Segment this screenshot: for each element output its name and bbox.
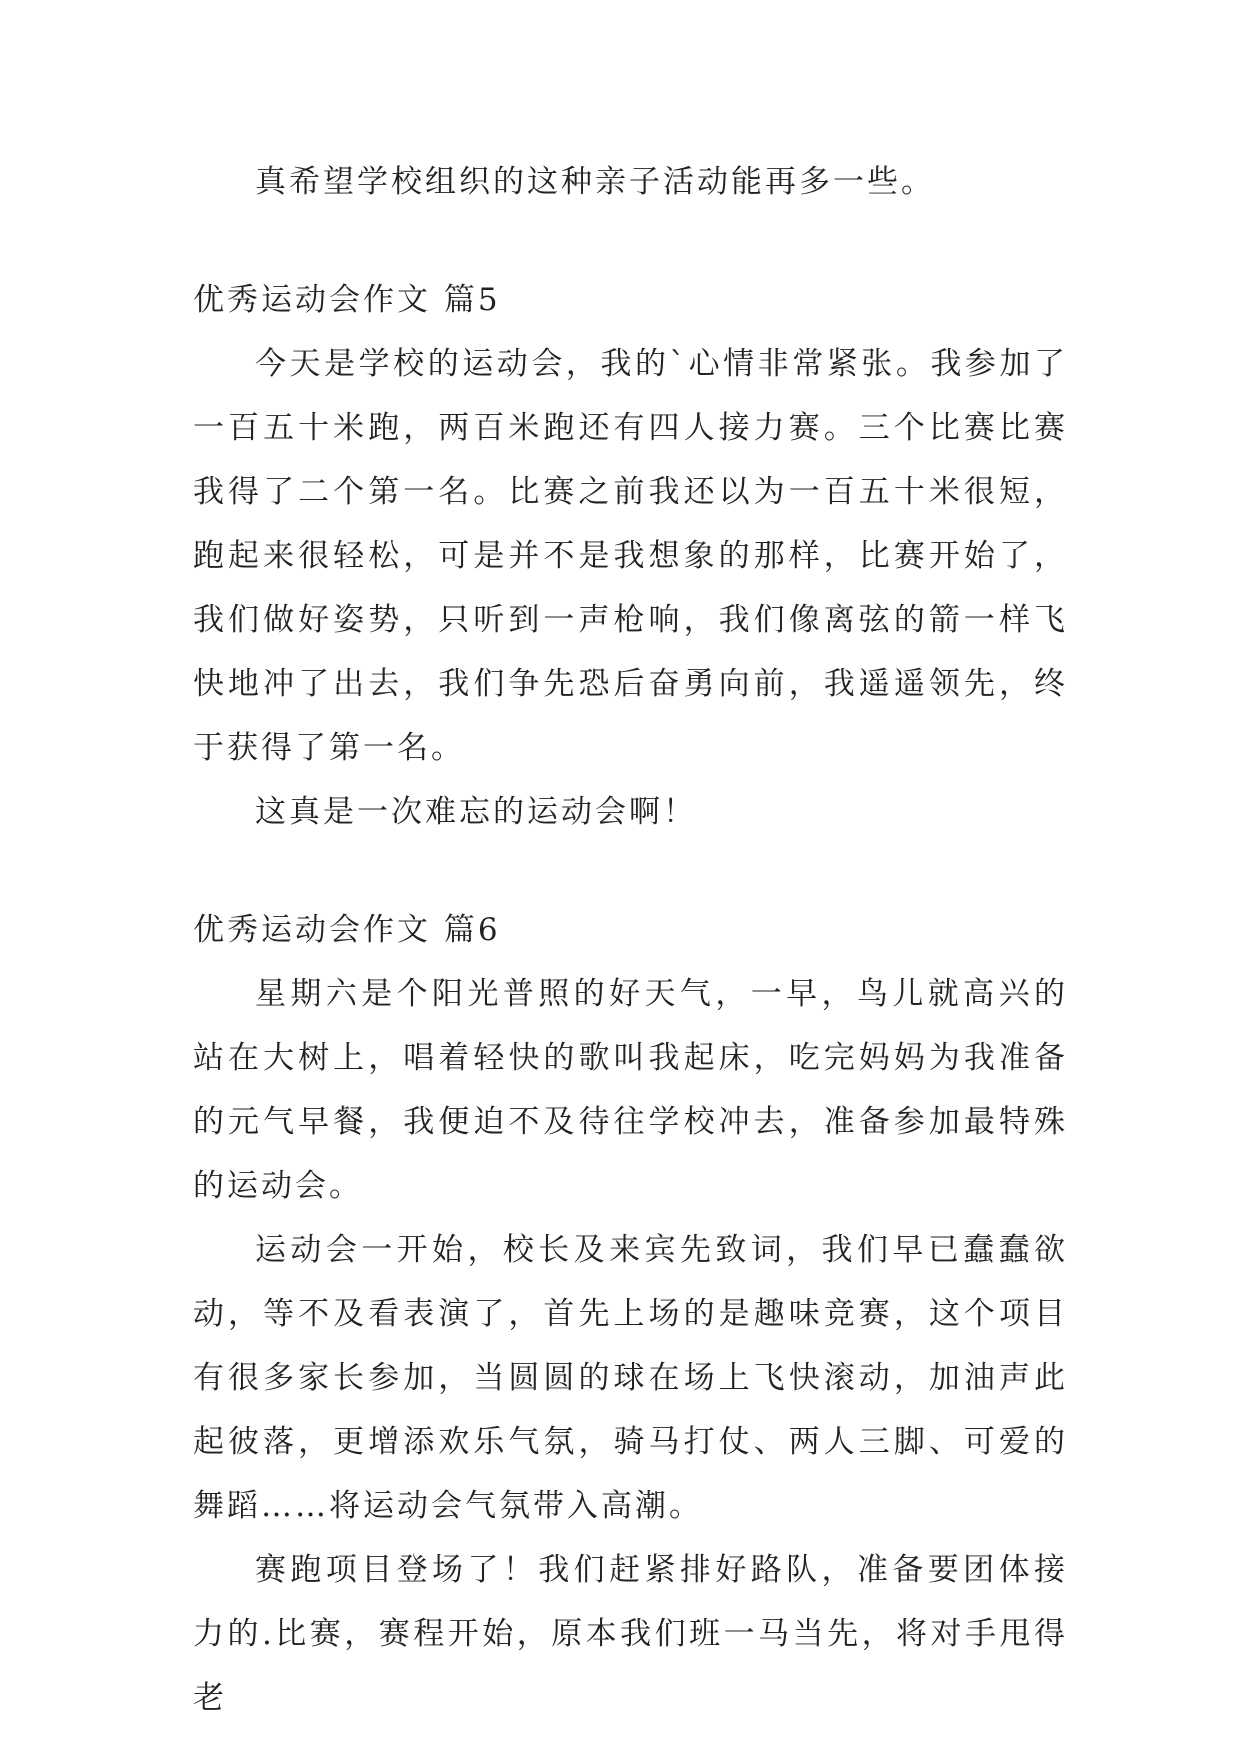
section-5 — [193, 268, 1068, 844]
section-heading-6: 优秀运动会作文 篇6 — [193, 912, 501, 948]
section-6-paragraph-1: 星期六是个阳光普照的好天气，一早，鸟儿就高兴的站在大树上，唱着轻快的歌叫我起床，吃完妈妈为我准备的元气早餐，我便迫不及待往学校冲去，准备参加最特殊的运动会。 — [193, 976, 1068, 1204]
section-6-paragraph-2: 运动会一开始，校长及来宾先致词，我们早已蠢蠢欲动，等不及看表演了，首先上场的是趣味竞赛，这个项目有很多家长参加，当圆圆的球在场上飞快滚动，加油声此起彼落，更增添欢乐气氛，骑马打仗、两人三脚、可爱的舞蹈……将运动会气氛带入高潮。 — [193, 1232, 1068, 1524]
section-6-paragraph-3: 赛跑项目登场了！我们赶紧排好路队，准备要团体接力的.比赛，赛程开始，原本我们班一马当先，将对手甩得老 — [193, 1552, 1068, 1716]
section-5-paragraph-1: 今天是学校的运动会，我的`心情非常紧张。我参加了一百五十米跑，两百米跑还有四人接力赛。三个比赛比赛我得了二个第一名。比赛之前我还以为一百五十米很短，跑起来很轻松，可是并不是我想象的那样，比赛开始了，我们做好姿势，只听到一声枪响，我们像离弦的箭一样飞快地冲了出去，我们争先恐后奋勇向前，我遥遥领先，终于获得了第一名。 — [193, 346, 1068, 766]
document-body — [193, 150, 1068, 1730]
intro-paragraph: 真希望学校组织的这种亲子活动能再多一些。 — [255, 164, 935, 200]
section-5-paragraph-2: 这真是一次难忘的运动会啊！ — [255, 794, 697, 830]
section-6 — [193, 898, 1068, 1730]
section-heading-5: 优秀运动会作文 篇5 — [193, 282, 501, 318]
